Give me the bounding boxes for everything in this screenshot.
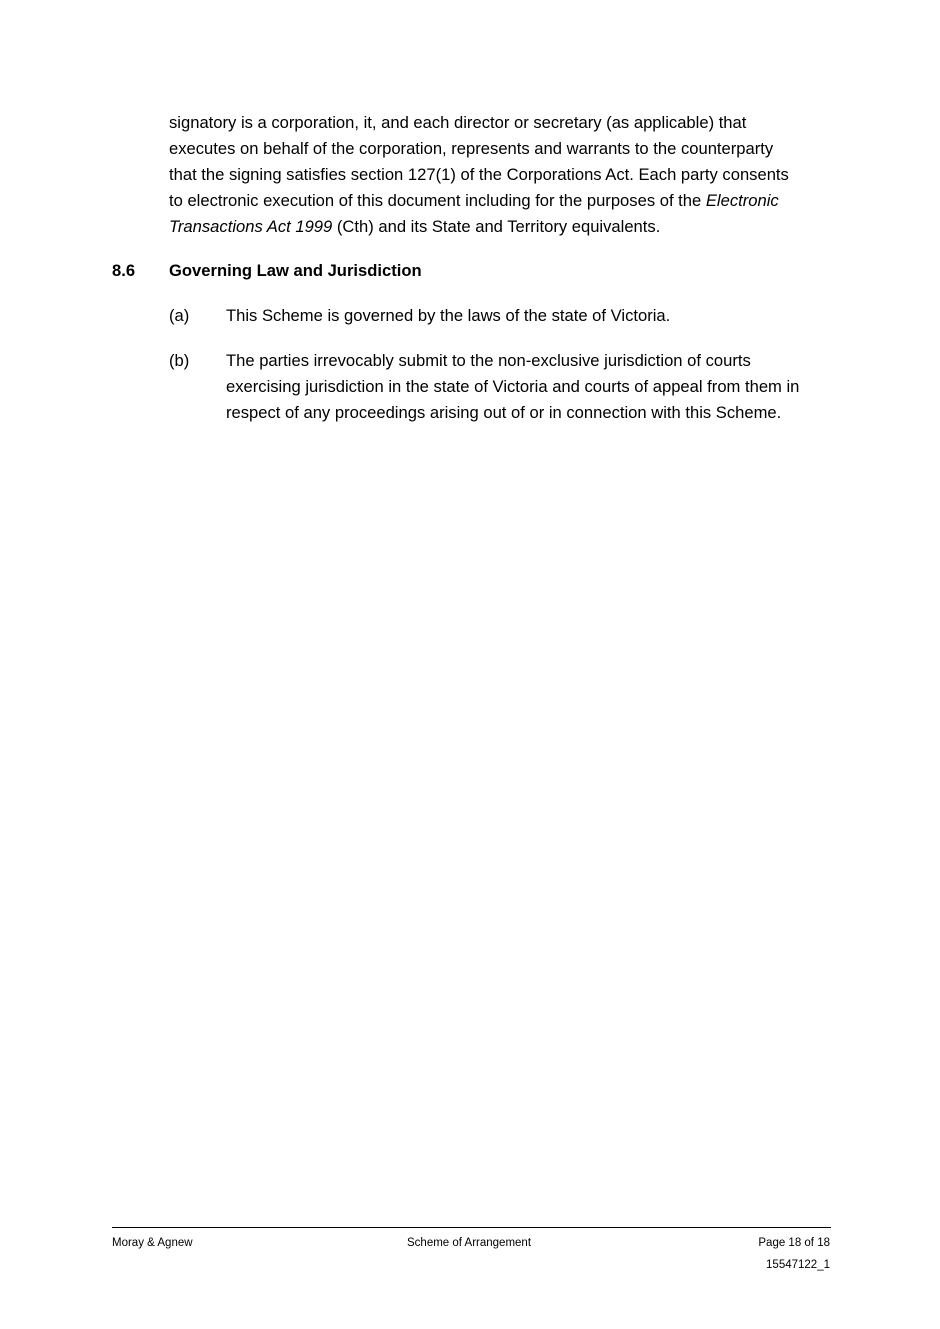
item-line: exercising jurisdiction in the state of Victoria and courts of appeal from them in <box>226 377 800 396</box>
paragraph-text: to electronic execution of this document including for the purposes of the <box>169 191 706 210</box>
footer-divider <box>112 1227 831 1228</box>
item-label: (a) <box>169 306 190 325</box>
footer-page-number: Page 18 of 18 <box>758 1237 830 1249</box>
continuation-paragraph <box>169 110 839 240</box>
item-label: (b) <box>169 351 190 370</box>
paragraph-text: (Cth) and its State and Territory equivalents. <box>332 217 661 236</box>
paragraph-line: that the signing satisfies section 127(1) of the Corporations Act. Each party consents <box>169 165 789 184</box>
act-name-part1: Electronic <box>705 191 779 210</box>
item-text <box>226 348 846 426</box>
paragraph-line <box>169 188 839 214</box>
item-line: The parties irrevocably submit to the non-exclusive jurisdiction of courts <box>226 351 751 370</box>
item-line: This Scheme is governed by the laws of the state of Victoria. <box>226 306 671 325</box>
paragraph-line: executes on behalf of the corporation, represents and warrants to the counterparty <box>169 139 774 158</box>
item-text <box>226 303 846 329</box>
act-name-part2: Transactions Act 1999 <box>169 217 333 236</box>
footer-document-title: Scheme of Arrangement <box>407 1237 532 1249</box>
paragraph-line: signatory is a corporation, it, and each director or secretary (as applicable) that <box>169 113 747 132</box>
footer-firm-name: Moray & Agnew <box>112 1237 193 1249</box>
item-line: respect of any proceedings arising out of or in connection with this Scheme. <box>226 403 782 422</box>
footer-document-id: 15547122_1 <box>766 1259 830 1271</box>
section-title: Governing Law and Jurisdiction <box>169 261 422 280</box>
paragraph-line <box>169 214 839 240</box>
section-number: 8.6 <box>112 261 136 280</box>
